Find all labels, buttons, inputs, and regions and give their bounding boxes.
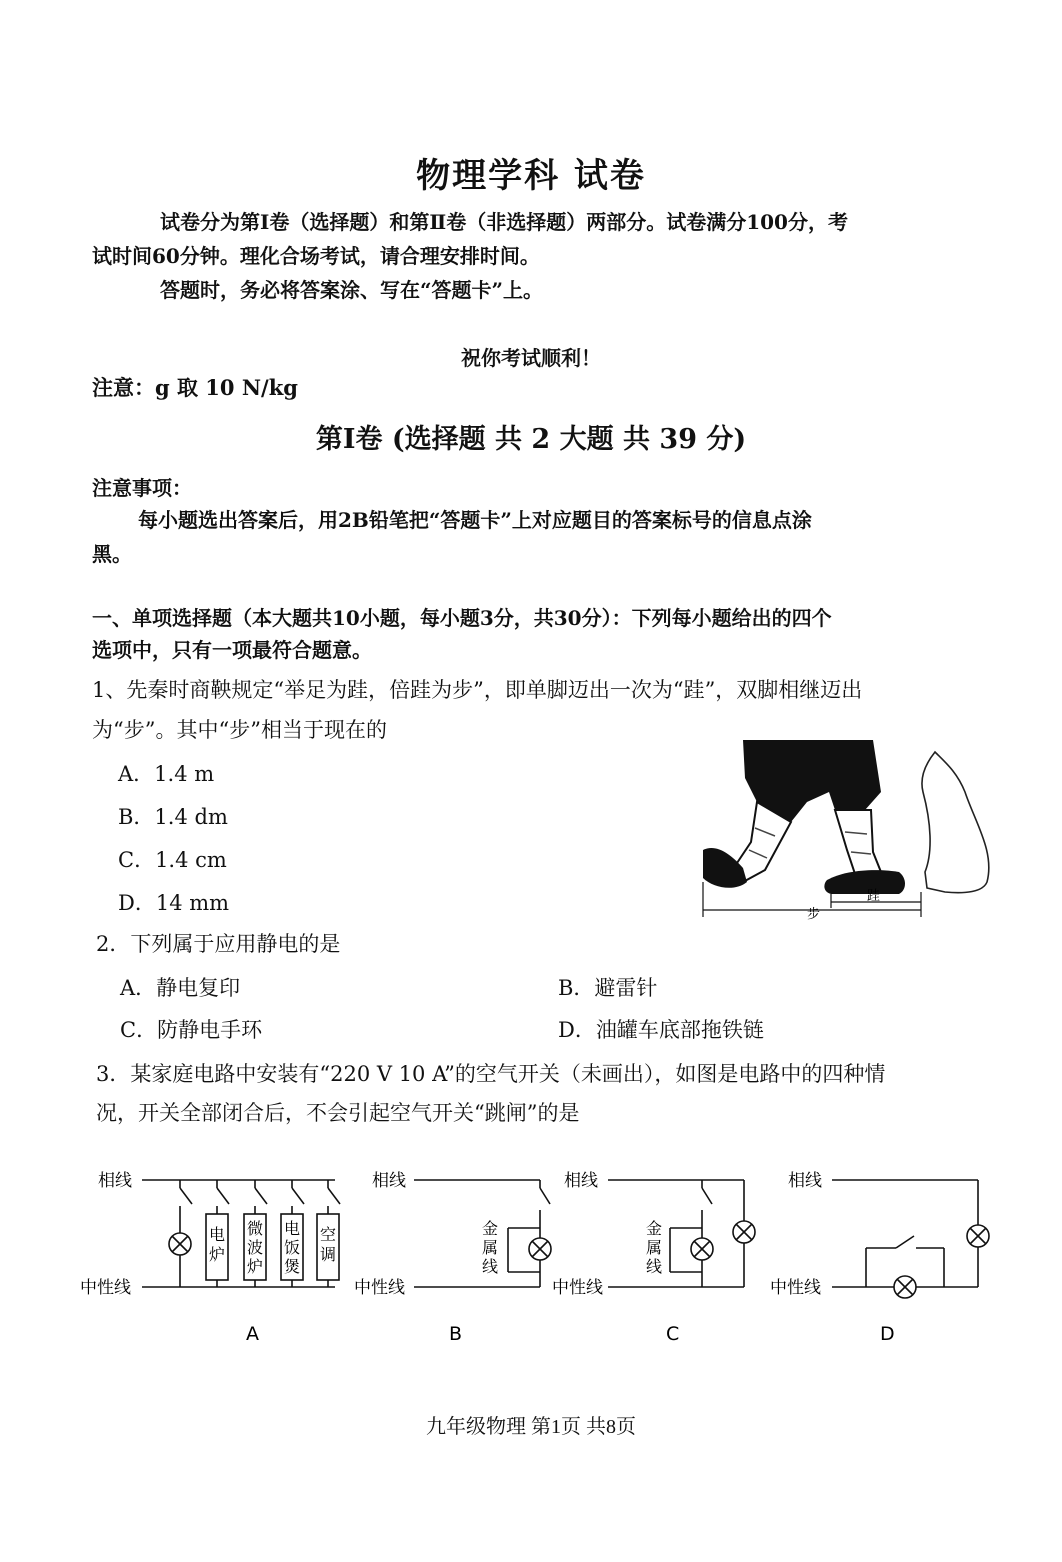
section1-heading-line-2: 选项中，只有一项最符合题意。 xyxy=(92,638,372,662)
intro-line-3: 答题时，务必将答案涂、写在“答题卡”上。 xyxy=(160,278,544,302)
gravity-note: 注意：g 取 10 N/kg xyxy=(92,375,298,400)
circuit-b-metal-char-1: 金 xyxy=(482,1219,499,1238)
circuit-c-live-label: 相线 xyxy=(564,1171,598,1191)
circuit-c xyxy=(552,1171,755,1345)
intro-line-1: 试卷分为第Ⅰ卷（选择题）和第Ⅱ卷（非选择题）两部分。试卷满分100分，考 xyxy=(160,210,848,234)
section1-heading-line-1: 一、单项选择题（本大题共10小题，每小题3分，共30分）：下列每小题给出的四个 xyxy=(92,606,832,630)
notice-label: 注意事项： xyxy=(92,476,192,500)
appliance-3-char-3: 煲 xyxy=(284,1257,301,1276)
back-shoe-shape xyxy=(703,848,747,888)
q1-option-d: D．14 mm xyxy=(118,891,230,915)
circuit-c-metal-char-1: 金 xyxy=(646,1219,663,1238)
good-luck-text: 祝你考试顺利！ xyxy=(461,346,601,370)
circuit-c-metal-char-2: 属 xyxy=(646,1238,663,1257)
part1-title: 第Ⅰ卷 (选择题 共 2 大题 共 39 分) xyxy=(315,424,747,455)
q1-option-b: B．1.4 dm xyxy=(118,805,228,829)
next-leg-outline xyxy=(922,752,989,893)
q1-option-a: A．1.4 m xyxy=(118,762,215,786)
circuit-d-live-label: 相线 xyxy=(788,1171,822,1191)
appliance-4-char-2: 调 xyxy=(320,1245,337,1264)
circuit-diagrams xyxy=(70,1160,1000,1350)
circuit-a-live-label: 相线 xyxy=(98,1171,132,1191)
circuit-a-lamp xyxy=(169,1233,191,1255)
q2-option-a: A．静电复印 xyxy=(120,976,241,1000)
page-title: 物理学科 试卷 xyxy=(416,156,646,196)
page-footer: 九年级物理 第1页 共8页 xyxy=(426,1416,636,1438)
q1-option-c: C．1.4 cm xyxy=(118,848,227,872)
notice-line-1: 每小题选出答案后，用2B铅笔把“答题卡”上对应题目的答案标号的信息点涂 xyxy=(138,508,812,532)
circuit-c-lamp-outer xyxy=(733,1221,755,1243)
q2-option-c: C．防静电手环 xyxy=(120,1018,263,1042)
q3-stem-line-1: 3．某家庭电路中安装有“220 V 10 A”的空气开关（未画出），如图是电路中的四种情 xyxy=(96,1062,886,1086)
circuit-d-lamp-bottom xyxy=(894,1276,916,1298)
appliance-2-char-1: 微 xyxy=(247,1219,264,1238)
appliance-1-char-2: 炉 xyxy=(209,1245,226,1264)
appliance-2-char-3: 炉 xyxy=(247,1257,264,1276)
notice-line-2: 黑。 xyxy=(92,542,132,566)
circuit-c-metal-char-3: 线 xyxy=(646,1257,663,1276)
kui-label: 跬 xyxy=(867,889,881,904)
circuit-d-label: D xyxy=(880,1323,895,1345)
q1-stem-line-1: 1、先秦时商鞅规定“举足为跬，倍跬为步”，即单脚迈出一次为“跬”，双脚相继迈出 xyxy=(92,678,863,702)
circuit-c-neutral-label: 中性线 xyxy=(552,1278,603,1298)
circuit-c-label: C xyxy=(666,1323,680,1345)
circuit-b-neutral-label: 中性线 xyxy=(354,1278,405,1298)
circuit-b-label: B xyxy=(449,1323,463,1345)
circuit-a-label: A xyxy=(246,1323,259,1345)
circuit-d-neutral-label: 中性线 xyxy=(770,1278,821,1298)
walking-legs-figure xyxy=(695,732,1000,927)
circuit-a xyxy=(80,1171,340,1345)
appliance-1-char-1: 电 xyxy=(209,1225,226,1244)
appliance-4-char-1: 空 xyxy=(320,1225,337,1244)
circuit-b-live-label: 相线 xyxy=(372,1171,406,1191)
circuit-a-neutral-label: 中性线 xyxy=(80,1278,131,1298)
q3-stem-line-2: 况，开关全部闭合后，不会引起空气开关“跳闸”的是 xyxy=(96,1101,580,1125)
circuit-d xyxy=(770,1171,989,1345)
q2-option-d: D．油罐车底部拖铁链 xyxy=(558,1018,764,1042)
q2-option-b: B．避雷针 xyxy=(558,976,658,1000)
step-label: 步 xyxy=(807,907,821,922)
appliance-3-char-2: 饭 xyxy=(284,1238,301,1257)
q1-stem-line-2: 为“步”。其中“步”相当于现在的 xyxy=(92,718,387,742)
intro-line-2: 试时间60分钟。理化合场考试，请合理安排时间。 xyxy=(92,244,540,268)
q2-stem: 2．下列属于应用静电的是 xyxy=(96,932,341,956)
circuit-b-lamp xyxy=(529,1238,551,1260)
appliance-2-char-2: 波 xyxy=(247,1238,264,1257)
appliance-3-char-1: 电 xyxy=(284,1219,301,1238)
front-leg-shape xyxy=(835,810,881,874)
circuit-b-metal-char-2: 属 xyxy=(482,1238,499,1257)
front-shoe-shape xyxy=(824,870,905,894)
circuit-b-metal-char-3: 线 xyxy=(482,1257,499,1276)
circuit-b xyxy=(354,1171,551,1345)
circuit-c-lamp-inner xyxy=(691,1238,713,1260)
circuit-d-lamp-right xyxy=(967,1225,989,1247)
